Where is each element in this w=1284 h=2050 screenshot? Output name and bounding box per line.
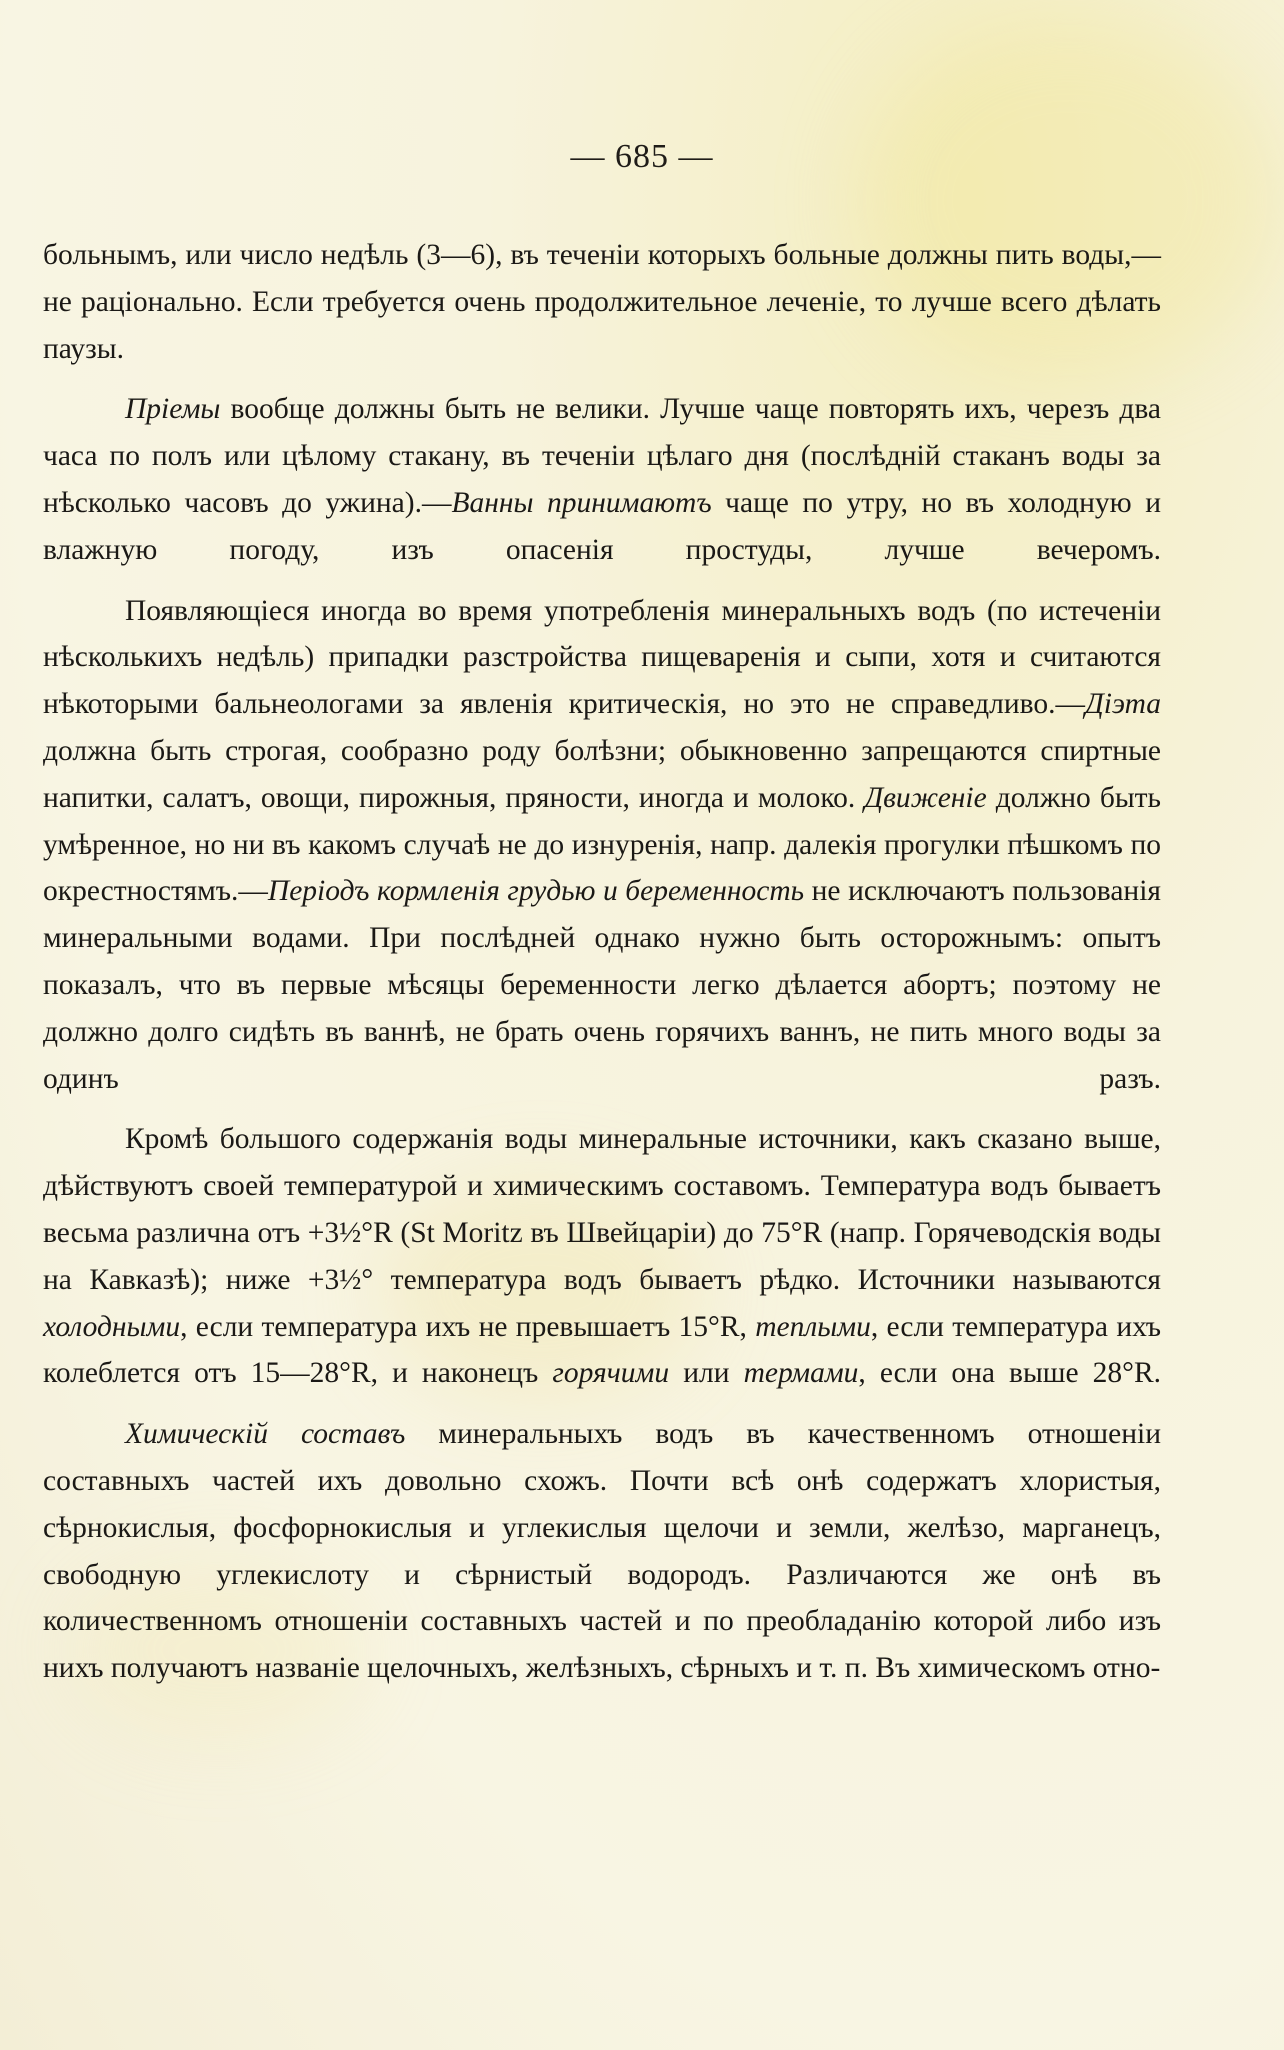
text-run: вообще должны быть не велики. Лучше чаще повторять ихъ, черезъ два часа по полъ или цѣлому стакану, въ теченіи цѣлаго дня (послѣдній стаканъ воды за нѣсколько часовъ до ужина).— [43,393,1161,519]
italic-term: Химическій составъ [125,1418,406,1451]
italic-term: термами [743,1357,859,1390]
text-run: Кромѣ большого содержанія воды минеральные источники, какъ сказано выше, дѣйствуютъ своей температурой и химическимъ составомъ. Температура водъ бываетъ весьма различна отъ +3½°R (St Moritz въ Швейцаріи) до 75°R (напр. Горячеводскія воды на Кавказѣ); ниже +3½° температура водъ бываетъ рѣдко. Источники называются [43,1123,1161,1296]
text-run: , если она выше 28°R. [858,1357,1162,1390]
paragraph [43,1411,1161,1692]
paragraph [43,1116,1161,1397]
italic-term: Діэта [1085,688,1161,721]
body-text [43,232,1161,1692]
italic-term: Ванны принимаютъ [451,486,712,519]
text-run: , если температура ихъ колеблется отъ 15—28°R, и наконецъ [43,1310,1162,1390]
text-run: минеральныхъ водъ въ качественномъ отношеніи составныхъ частей ихъ довольно схожъ. Почти всѣ онѣ содержатъ хлористыя, сѣрнокислыя, фосфорнокислыя и углекислыя щелочи и земли, желѣзо, марганецъ, свободную углекислоту и сѣрнистый водородъ. Различаются же онѣ въ количественномъ отношеніи составныхъ частей и по преобладанію которой либо изъ нихъ получаютъ названіе щелочныхъ, желѣзныхъ, сѣрныхъ и т. п. Въ химическомъ отно- [43,1418,1161,1685]
text-run: чаще по утру, но въ холодную и влажную погоду, изъ опасенія простуды, лучше вечеромъ. [43,486,1161,566]
paragraph [43,232,1161,372]
text-run: не исключаютъ пользованія минеральными водами. При послѣдней однако нужно быть осторожнымъ: опытъ показалъ, что въ первые мѣсяцы беременности легко дѣлается абортъ; поэтому не должно долго сидѣть въ ваннѣ, не брать очень горячихъ ваннъ, не пить много воды за одинъ разъ. [43,875,1161,1095]
text-run: , если температура ихъ не превышаетъ 15°R, [180,1310,756,1343]
text-run: больнымъ, или число недѣль (3—6), въ теченіи которыхъ больные должны пить воды,—не раціонально. Если требуется очень продолжительное леченіе, то лучше всего дѣлать паузы. [43,239,1161,365]
page-number: — 685 — [570,138,714,175]
text-run: или [669,1357,744,1390]
italic-term: Движеніе [864,781,987,814]
italic-term: холодными [43,1310,181,1343]
text-run: должна быть строгая, сообразно роду болѣзни; обыкновенно запрещаются спиртные напитки, салатъ, овощи, пирожныя, пряности, иногда и молоко. [43,734,1161,814]
paragraph [43,588,1161,1103]
italic-term: Періодъ кормленія грудью и беременность [267,875,805,908]
paragraph [43,386,1161,573]
text-run: должно быть умѣренное, но ни въ какомъ случаѣ не до изнуренія, напр. далекія прогулки пѣшкомъ по окрестностямъ.— [43,781,1161,908]
italic-term: Пріемы [125,393,221,426]
italic-term: горячими [552,1357,670,1390]
text-run: Появляющіеся иногда во время употребленія минеральныхъ водъ (по истеченіи нѣсколькихъ недѣль) припадки разстройства пищеваренія и сыпи, хотя и считаются нѣкоторыми бальнеологами за явленія критическія, но это не справедливо.— [43,594,1161,721]
italic-term: теплыми [755,1310,871,1343]
